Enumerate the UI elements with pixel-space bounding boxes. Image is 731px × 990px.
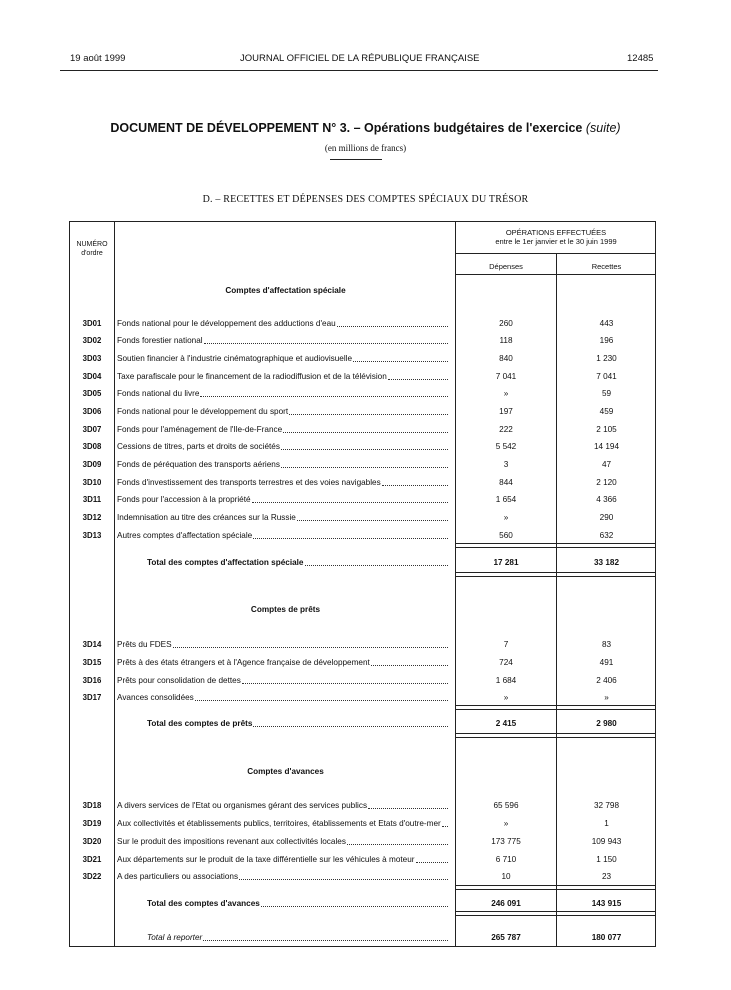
row-code: 3D02	[82, 336, 102, 345]
row-code: 3D17	[82, 693, 102, 702]
grand-total-depenses: 265 787	[491, 933, 521, 942]
row-depenses: 10	[501, 872, 511, 881]
total-recettes: 143 915	[591, 899, 622, 908]
row-label: Fonds d'investissement des transports terrestres et des voies navigables	[117, 476, 450, 490]
total-row	[70, 897, 656, 911]
table-row	[70, 853, 656, 867]
row-recettes: 59	[601, 389, 612, 398]
group-title: Comptes de prêts	[250, 605, 321, 614]
table-row	[70, 870, 656, 884]
operations-header-line1: OPÉRATIONS EFFECTUÉES	[505, 228, 607, 237]
row-code: 3D22	[82, 872, 102, 881]
header-rule	[455, 253, 656, 254]
row-depenses: 1 654	[495, 495, 517, 504]
budget-table	[69, 221, 656, 947]
row-code: 3D08	[82, 442, 102, 451]
row-depenses: 7	[503, 640, 509, 649]
table-row	[70, 638, 656, 652]
row-depenses: 724	[499, 658, 513, 667]
section-heading: D. – RECETTES ET DÉPENSES DES COMPTES SPÉCIAUX DU TRÉSOR	[202, 194, 529, 205]
row-recettes: 491	[599, 658, 614, 667]
row-code: 3D14	[82, 640, 102, 649]
total-depenses: 246 091	[491, 899, 521, 908]
row-recettes: 7 041	[596, 372, 617, 381]
row-label: Indemnisation au titre des créances sur la Russie	[117, 511, 450, 525]
row-label: Soutien financier à l'industrie cinématographique et audiovisuelle	[117, 352, 450, 366]
row-recettes: 4 366	[596, 495, 617, 504]
subtotal-rule	[456, 885, 656, 890]
group-title: Comptes d'affectation spéciale	[225, 286, 346, 295]
table-row	[70, 817, 656, 831]
subtotal-rule	[456, 705, 656, 710]
recettes-column-header: Recettes	[591, 262, 622, 271]
row-code: 3D18	[82, 801, 102, 810]
header-rule	[60, 70, 658, 71]
title-rule	[330, 159, 382, 160]
header-journal-title: JOURNAL OFFICIEL DE LA RÉPUBLIQUE FRANÇAISE	[240, 53, 480, 64]
row-depenses: »	[503, 819, 509, 828]
total-label: Total des comptes d'avances	[147, 897, 450, 911]
row-label: Fonds national pour le développement des adductions d'eau	[117, 317, 450, 331]
row-label: Fonds pour l'accession à la propriété	[117, 493, 450, 507]
row-label: Aux départements sur le produit de la taxe différentielle sur les véhicules à moteur	[117, 853, 450, 867]
table-row	[70, 405, 656, 419]
operations-header-line2: entre le 1er janvier et le 30 juin 1999	[495, 237, 617, 246]
table-row	[70, 674, 656, 688]
row-label: Prêts à des états étrangers et à l'Agence française de développement	[117, 656, 450, 670]
row-code: 3D20	[82, 837, 102, 846]
total-recettes: 33 182	[593, 558, 620, 567]
row-code: 3D04	[82, 372, 102, 381]
total-recettes: 2 980	[596, 719, 617, 728]
row-recettes: 109 943	[591, 837, 622, 846]
row-recettes: 1 150	[596, 855, 617, 864]
row-label: Aux collectivités et établissements publics, territoires, établissements et Etats d'outre-mer	[117, 817, 450, 831]
table-row	[70, 317, 656, 331]
row-depenses: 197	[499, 407, 513, 416]
row-code: 3D12	[82, 513, 102, 522]
grand-total-recettes: 180 077	[591, 933, 622, 942]
row-label: Fonds de péréquation des transports aériens	[117, 458, 450, 472]
total-row	[70, 717, 656, 731]
row-recettes: 443	[599, 319, 614, 328]
row-recettes: 83	[601, 640, 612, 649]
row-depenses: 840	[499, 354, 513, 363]
number-header-line1: NUMÉRO	[76, 241, 108, 248]
row-depenses: 5 542	[495, 442, 517, 451]
operations-header	[456, 228, 656, 246]
grand-total-row	[70, 931, 656, 945]
row-depenses: 260	[499, 319, 513, 328]
table-row	[70, 493, 656, 507]
row-recettes: 2 120	[596, 478, 617, 487]
row-label: Prêts du FDES	[117, 638, 450, 652]
header-page-number: 12485	[627, 53, 654, 64]
document-title	[0, 121, 731, 135]
row-code: 3D13	[82, 531, 102, 540]
row-recettes: 1	[604, 819, 609, 828]
row-depenses: »	[503, 693, 509, 702]
header-date: 19 août 1999	[70, 53, 126, 64]
row-code: 3D06	[82, 407, 102, 416]
table-row	[70, 691, 656, 705]
table-row	[70, 387, 656, 401]
row-depenses: 7 041	[495, 372, 517, 381]
row-label: Taxe parafiscale pour le financement de la radiodiffusion et de la télévision	[117, 370, 450, 384]
row-recettes: 632	[599, 531, 614, 540]
row-code: 3D16	[82, 676, 102, 685]
number-column-header	[70, 240, 114, 258]
subtotal-rule	[456, 543, 656, 548]
row-label: Fonds national pour le développement du sport	[117, 405, 450, 419]
row-label: Sur le produit des impositions revenant aux collectivités locales	[117, 835, 450, 849]
unit-note: (en millions de francs)	[324, 143, 407, 153]
total-label: Total des comptes d'affectation spéciale	[147, 556, 450, 570]
total-depenses: 2 415	[495, 719, 517, 728]
row-code: 3D01	[82, 319, 102, 328]
row-recettes: 32 798	[593, 801, 620, 810]
header-rule	[455, 274, 656, 275]
row-recettes: »	[604, 693, 609, 702]
table-row	[70, 370, 656, 384]
row-label: Avances consolidées	[117, 691, 450, 705]
row-recettes: 459	[599, 407, 614, 416]
document-title-main: DOCUMENT DE DÉVELOPPEMENT N° 3. – Opérations budgétaires de l'exercice	[110, 121, 583, 135]
row-recettes: 2 406	[596, 676, 617, 685]
row-label: A divers services de l'Etat ou organismes gérant des services publics	[117, 799, 450, 813]
row-recettes: 14 194	[593, 442, 620, 451]
subtotal-rule	[456, 911, 656, 916]
table-row	[70, 529, 656, 543]
table-row	[70, 334, 656, 348]
row-depenses: 65 596	[493, 801, 519, 810]
row-recettes: 1 230	[596, 354, 617, 363]
table-row	[70, 423, 656, 437]
table-row	[70, 511, 656, 525]
total-label: Total des comptes de prêts	[147, 717, 450, 731]
total-row	[70, 556, 656, 570]
table-row	[70, 440, 656, 454]
table-row	[70, 458, 656, 472]
row-depenses: 1 684	[495, 676, 517, 685]
row-depenses: 560	[499, 531, 513, 540]
group-title: Comptes d'avances	[247, 767, 324, 776]
row-code: 3D10	[82, 478, 102, 487]
row-depenses: 6 710	[495, 855, 517, 864]
row-depenses: 844	[499, 478, 513, 487]
row-depenses: »	[503, 389, 509, 398]
row-depenses: »	[503, 513, 509, 522]
row-code: 3D09	[82, 460, 102, 469]
table-row	[70, 799, 656, 813]
table-row	[70, 352, 656, 366]
document-title-suffix: (suite)	[585, 121, 621, 135]
row-depenses: 118	[499, 336, 513, 345]
row-code: 3D15	[82, 658, 102, 667]
row-depenses: 173 775	[491, 837, 521, 846]
row-label: A des particuliers ou associations	[117, 870, 450, 884]
row-label: Prêts pour consolidation de dettes	[117, 674, 450, 688]
row-code: 3D07	[82, 425, 102, 434]
row-depenses: 3	[503, 460, 509, 469]
row-label: Autres comptes d'affectation spéciale	[117, 529, 450, 543]
row-recettes: 290	[599, 513, 614, 522]
total-depenses: 17 281	[493, 558, 519, 567]
table-row	[70, 656, 656, 670]
grand-total-label: Total à reporter	[147, 931, 450, 945]
table-row	[70, 476, 656, 490]
row-label: Fonds national du livre	[117, 387, 450, 401]
row-recettes: 23	[601, 872, 612, 881]
depenses-column-header: Dépenses	[489, 262, 523, 271]
row-code: 3D03	[82, 354, 102, 363]
row-depenses: 222	[499, 425, 513, 434]
row-recettes: 47	[601, 460, 612, 469]
subtotal-rule	[456, 733, 656, 738]
row-code: 3D05	[82, 389, 102, 398]
row-code: 3D21	[82, 855, 102, 864]
number-header-line2: d'ordre	[81, 250, 103, 257]
row-label: Cessions de titres, parts et droits de sociétés	[117, 440, 450, 454]
row-label: Fonds pour l'aménagement de l'Ile-de-France	[117, 423, 450, 437]
row-code: 3D19	[82, 819, 102, 828]
row-code: 3D11	[82, 495, 102, 504]
row-label: Fonds forestier national	[117, 334, 450, 348]
subtotal-rule	[456, 572, 656, 577]
table-row	[70, 835, 656, 849]
row-recettes: 2 105	[596, 425, 617, 434]
row-recettes: 196	[599, 336, 614, 345]
